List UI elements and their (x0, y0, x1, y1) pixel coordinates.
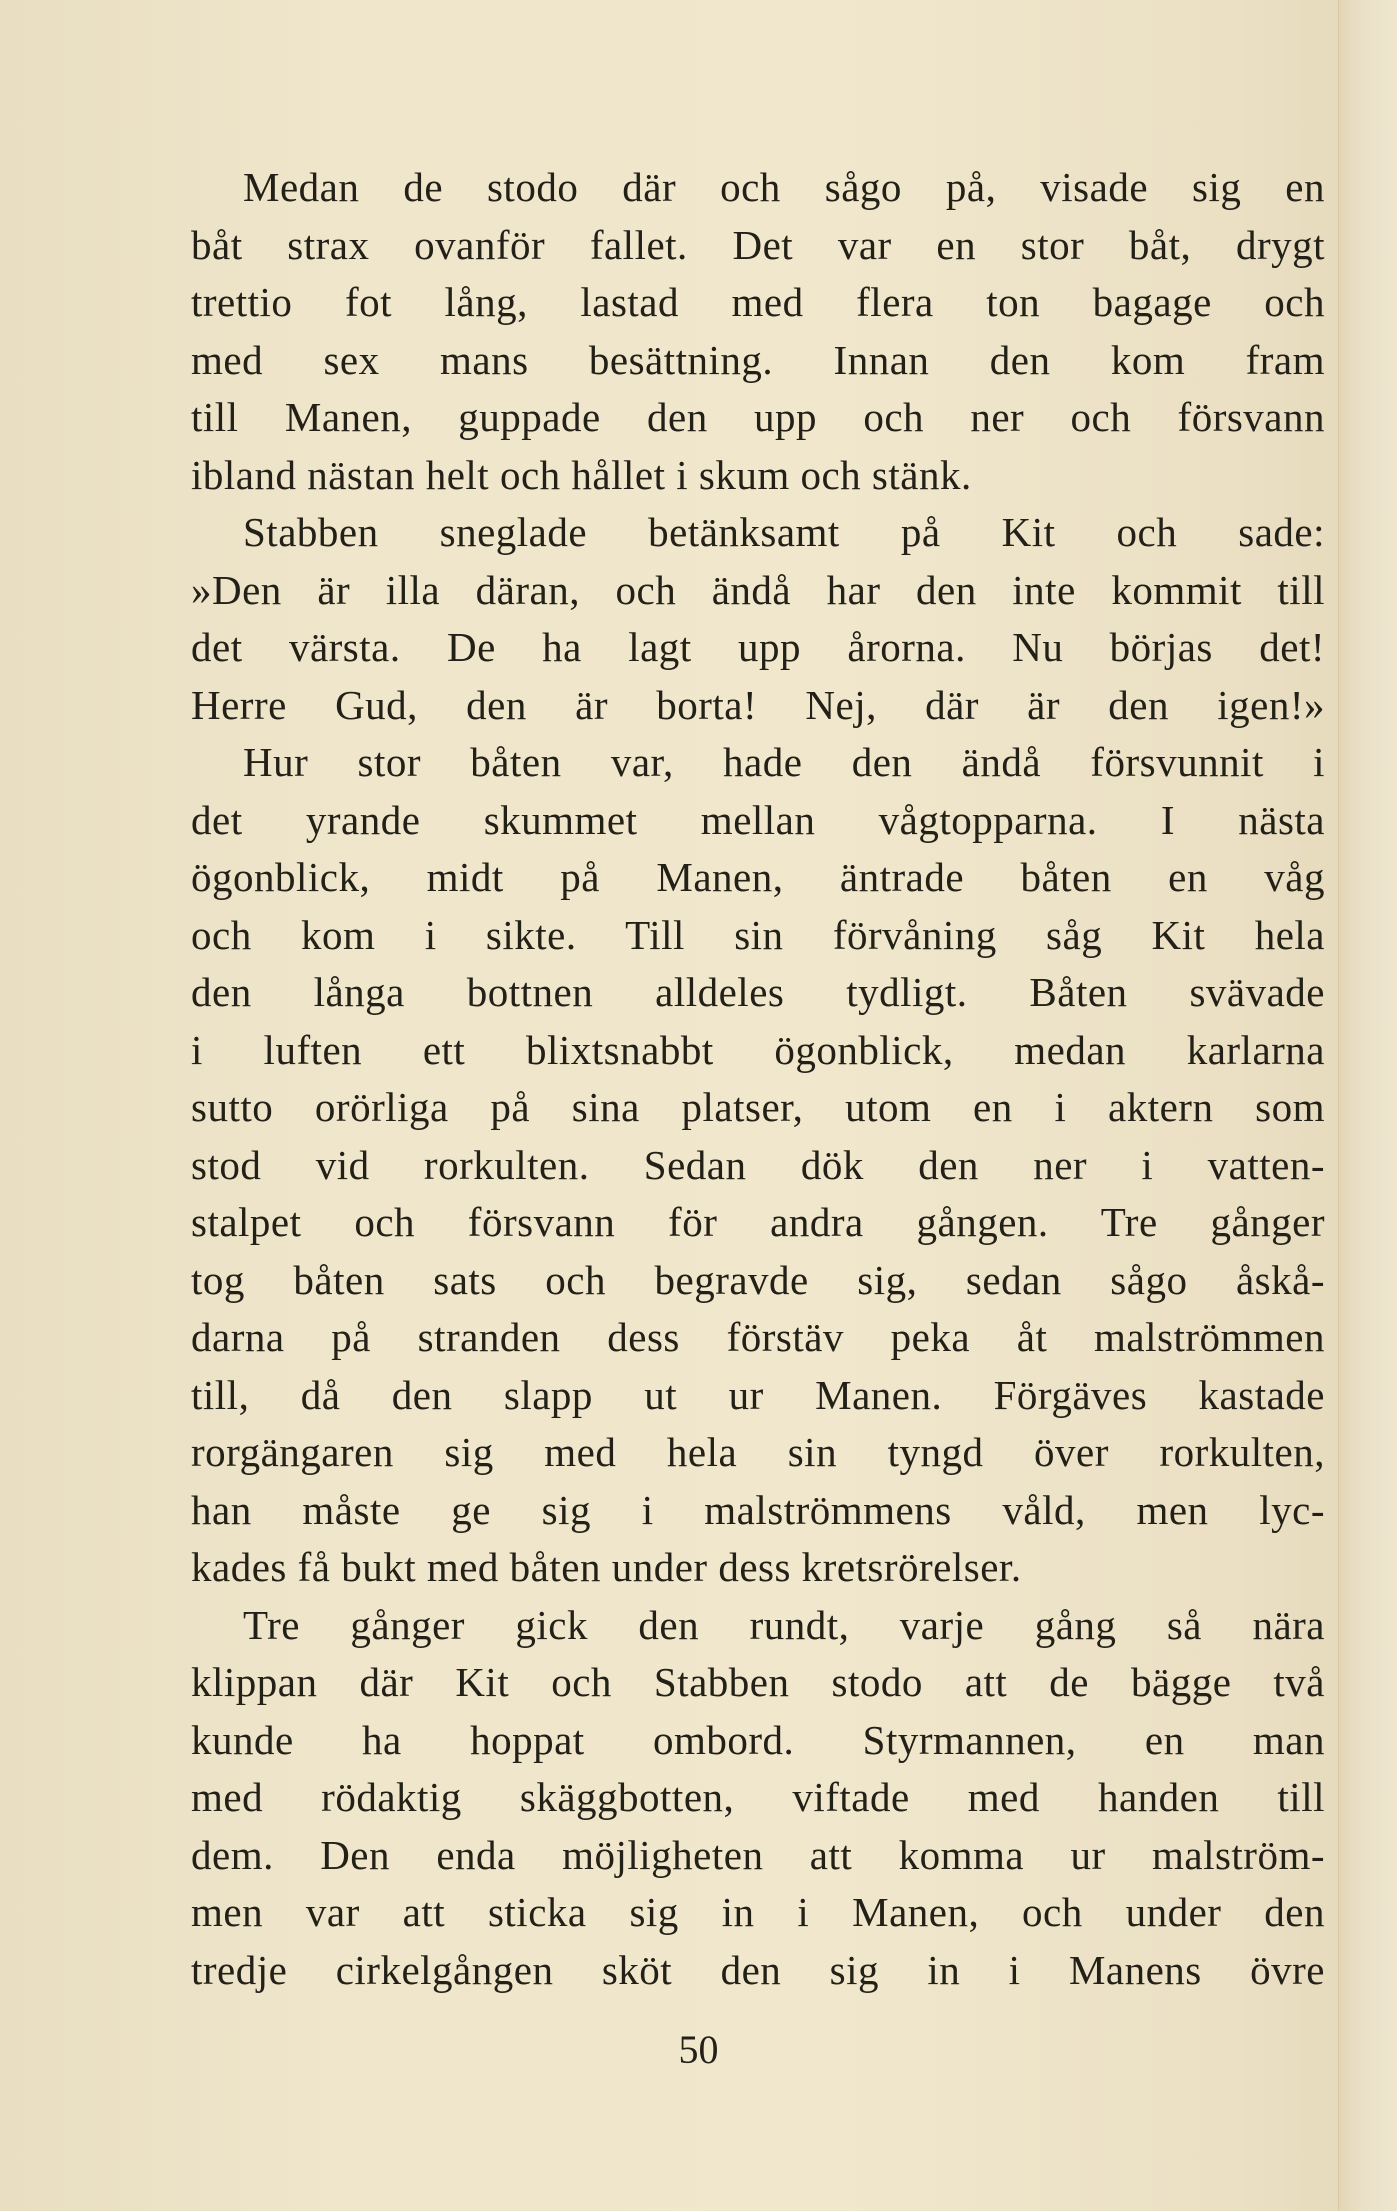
text-line: Stabben sneglade betänksamt på Kit och sade: (243, 509, 1325, 555)
text-line: kunde ha hoppat ombord. Styrmannen, en man (191, 1716, 1325, 1763)
text-line: båt strax ovanför fallet. Det var en stor båt, drygt (191, 221, 1325, 268)
text-line: Herre Gud, den är borta! Nej, där är den igen!» (191, 681, 1325, 728)
text-line: det värsta. De ha lagt upp årorna. Nu börjas det! (191, 624, 1325, 670)
text-line: tog båten sats och begravde sig, sedan sågo åskå- (191, 1256, 1325, 1303)
text-line: i luften ett blixtsnabbt ögonblick, medan karlarna (191, 1026, 1325, 1073)
text-line: stalpet och försvann för andra gången. Tre gånger (191, 1199, 1325, 1245)
text-line: ögonblick, midt på Manen, äntrade båten en våg (191, 854, 1325, 900)
text-line: med rödaktig skäggbotten, viftade med handen till (191, 1774, 1325, 1820)
text-line: dem. Den enda möjligheten att komma ur malström- (191, 1831, 1325, 1878)
text-line: han måste ge sig i malströmmens våld, men lyc- (191, 1486, 1325, 1533)
text-line: och kom i sikte. Till sin förvåning såg Kit hela (191, 911, 1325, 958)
text-line: kades få bukt med båten under dess kretsrörelser. (191, 1544, 1022, 1590)
text-line: Tre gånger gick den rundt, varje gång så nära (243, 1601, 1325, 1648)
page-gutter-edge (1338, 0, 1397, 2211)
text-line: trettio fot lång, lastad med flera ton bagage och (191, 279, 1325, 325)
body-text (191, 159, 1325, 1999)
text-line: »Den är illa däran, och ändå har den inte kommit till (191, 566, 1325, 613)
text-line: Medan de stodo där och sågo på, visade sig en (243, 164, 1325, 210)
text-line: det yrande skummet mellan vågtopparna. I nästa (191, 796, 1325, 843)
text-line: men var att sticka sig in i Manen, och under den (191, 1889, 1325, 1935)
text-line: rorgängaren sig med hela sin tyngd över rorkulten, (191, 1429, 1325, 1475)
text-line: klippan där Kit och Stabben stodo att de bägge två (191, 1659, 1325, 1705)
text-line: Hur stor båten var, hade den ändå försvunnit i (243, 739, 1325, 785)
text-line: sutto orörliga på sina platser, utom en i aktern som (191, 1084, 1325, 1130)
text-line: stod vid rorkulten. Sedan dök den ner i vatten- (191, 1141, 1325, 1188)
text-line: med sex mans besättning. Innan den kom fram (191, 336, 1325, 383)
text-line: till Manen, guppade den upp och ner och försvann (191, 394, 1325, 440)
text-line: darna på stranden dess förstäv peka åt malströmmen (191, 1314, 1325, 1360)
page-number: 50 (678, 2027, 719, 2072)
text-line: den långa bottnen alldeles tydligt. Båten svävade (191, 969, 1325, 1015)
text-line: till, då den slapp ut ur Manen. Förgäves kastade (191, 1371, 1325, 1418)
text-line: ibland nästan helt och hållet i skum och stänk. (191, 451, 972, 498)
text-line: tredje cirkelgången sköt den sig in i Manens övre (191, 1946, 1325, 1993)
